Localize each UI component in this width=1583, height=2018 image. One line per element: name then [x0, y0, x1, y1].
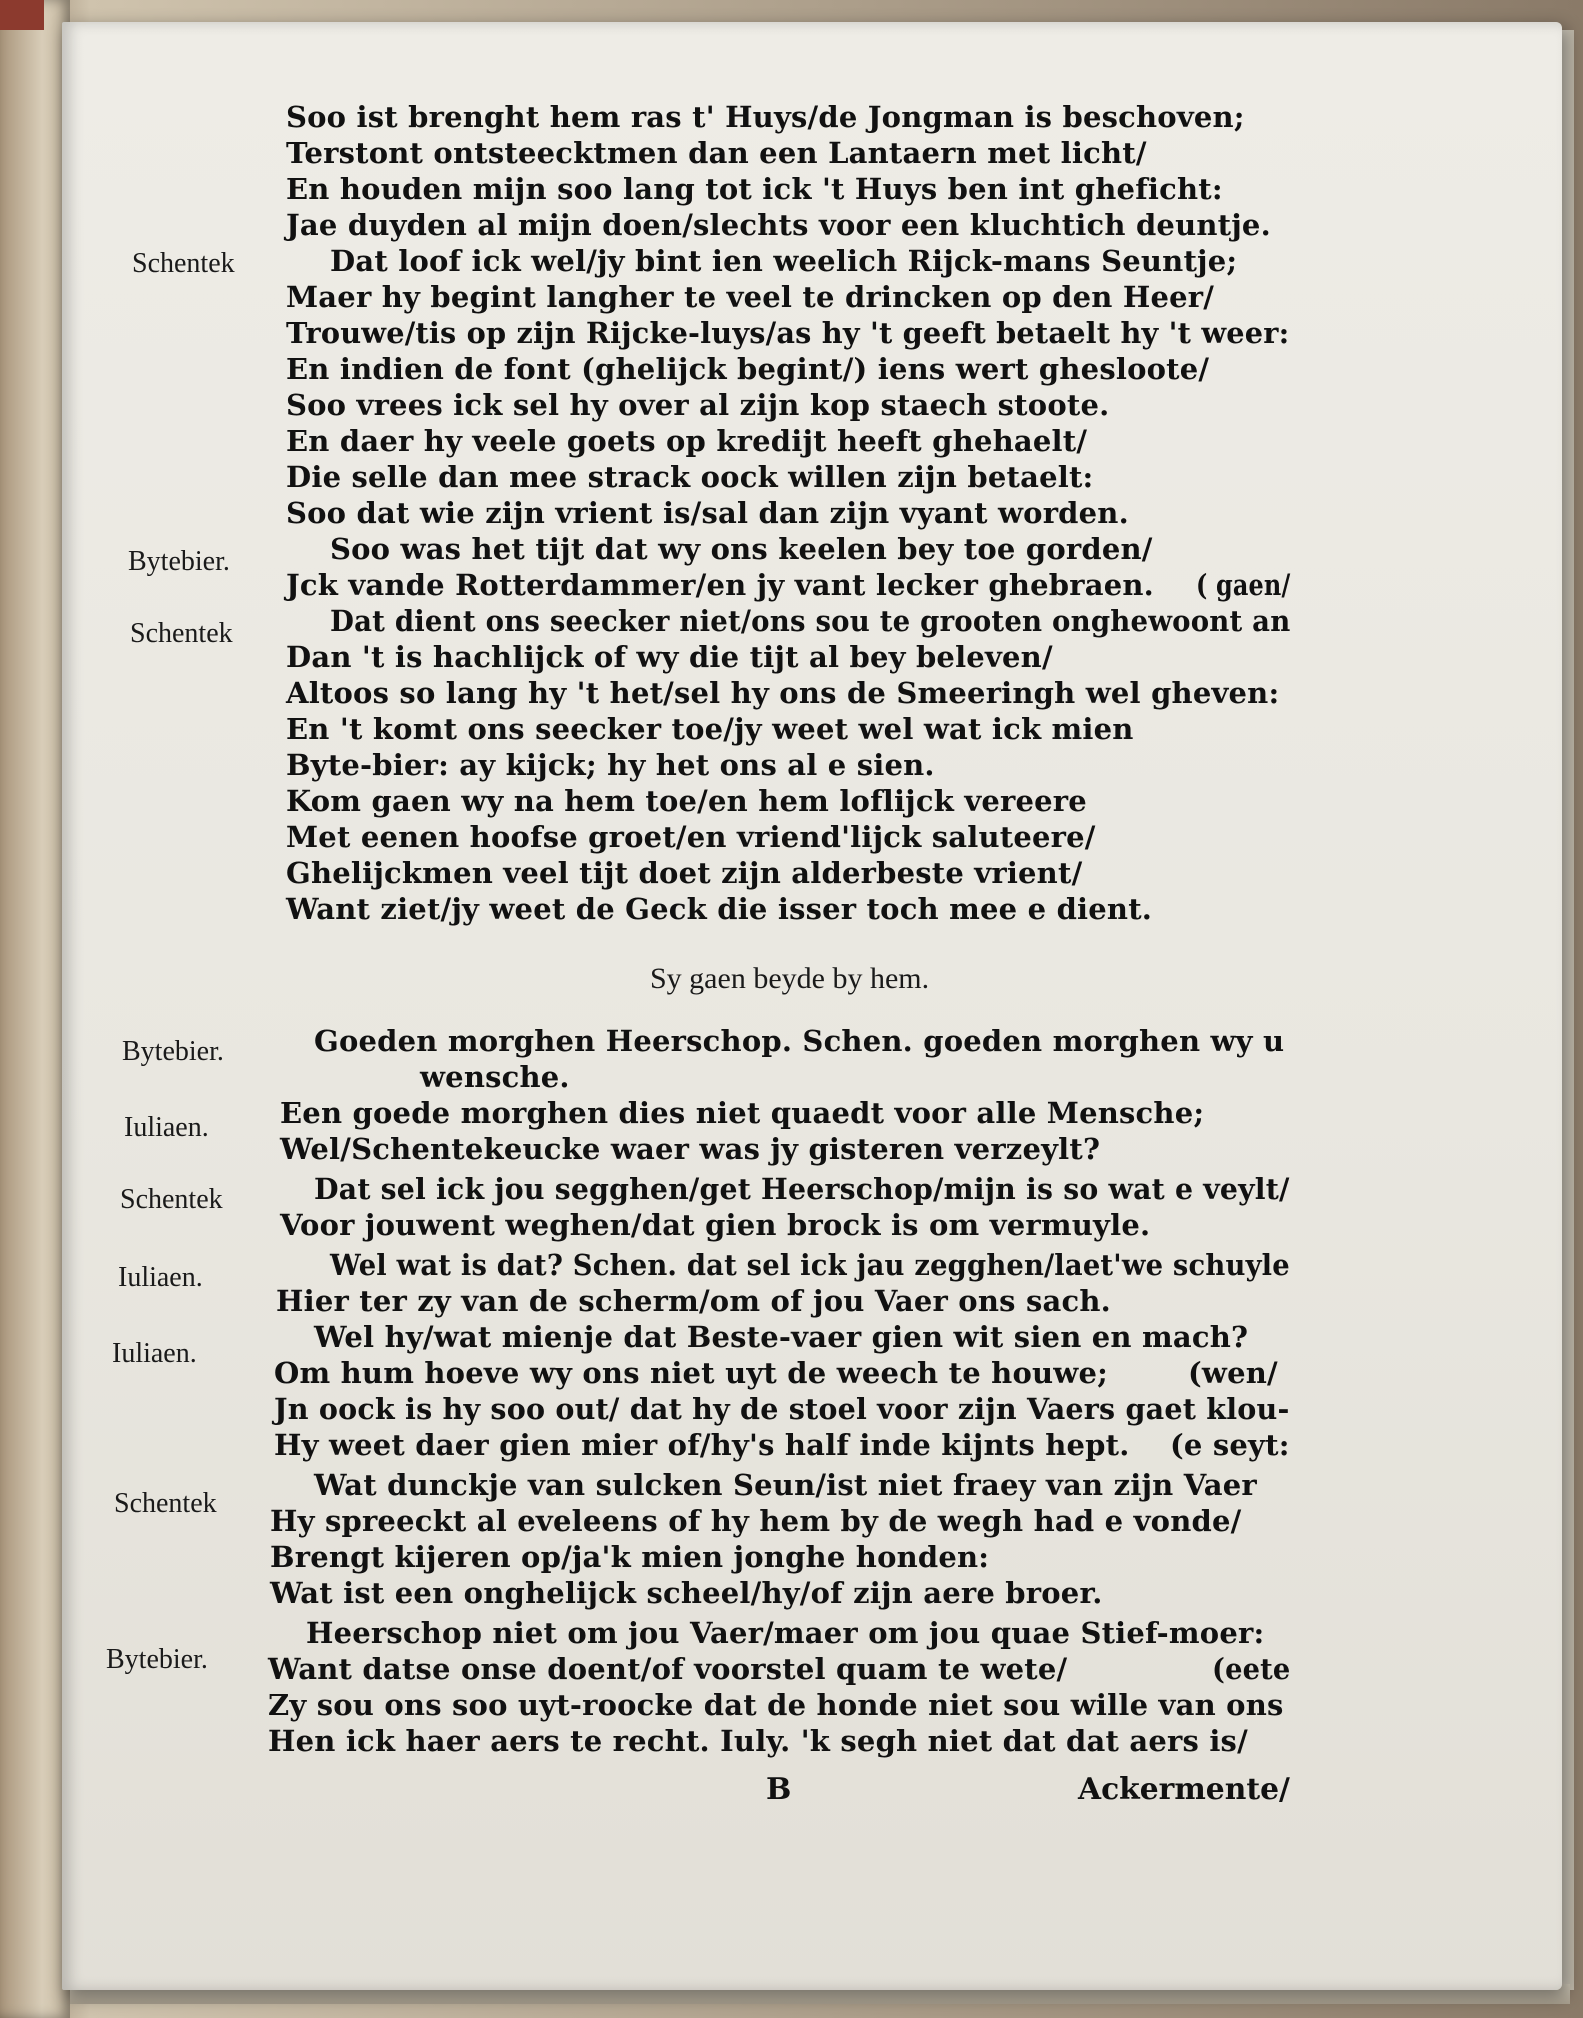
speaker-label: Bytebier.	[122, 1036, 224, 1067]
verse-line: Met eenen hoofse groet/en vriend'lijck saluteere/	[286, 820, 1096, 854]
speaker-label: Schentek	[130, 618, 233, 649]
verse-line: Wat ist een onghelijck scheel/hy/of zijn aere broer.	[270, 1576, 1103, 1610]
verse-line: Jck vande Rotterdammer/en jy vant lecker ghebraen.	[286, 568, 1154, 602]
turnover-tag: ( gaen/	[1196, 568, 1291, 602]
turnover-tag: (e seyt:	[1170, 1428, 1290, 1462]
speaker-label: Schentek	[120, 1184, 223, 1215]
speaker-label: Schentek	[114, 1488, 217, 1519]
speaker-label: Iuliaen.	[112, 1338, 197, 1369]
verse-line: Die selle dan mee strack oock willen zijn betaelt:	[286, 460, 1094, 494]
verse-line: wensche.	[420, 1060, 570, 1094]
speaker-label: Bytebier.	[106, 1644, 208, 1675]
verse-line: Byte-bier: ay kijck; hy het ons al e sien.	[286, 748, 935, 782]
verse-line: Om hum hoeve wy ons niet uyt de weech te houwe;	[274, 1356, 1109, 1390]
verse-line: Wat dunckje van sulcken Seun/ist niet fraey van zijn Vaer	[314, 1468, 1257, 1502]
verse-line: Hy weet daer gien mier of/hy's half inde kijnts hept.	[274, 1428, 1130, 1462]
verse-line: Jae duyden al mijn doen/slechts voor een kluchtich deuntje.	[286, 208, 1271, 242]
verse-line: Wel hy/wat mienje dat Beste-vaer gien wit sien en mach?	[314, 1320, 1249, 1354]
verse-line: En indien de font (ghelijck begint/) iens wert ghesloote/	[286, 352, 1210, 386]
verse-line: Maer hy begint langher te veel te drincken op den Heer/	[286, 280, 1215, 314]
verse-line: Zy sou ons soo uyt-roocke dat de honde niet sou wille van ons	[268, 1688, 1284, 1722]
speaker-label: Iuliaen.	[118, 1262, 203, 1293]
signature-mark: B	[766, 1772, 792, 1807]
verse-line: Hy spreeckt al eveleens of hy hem by de wegh had e vonde/	[270, 1504, 1242, 1538]
verse-line: Terstont ontsteecktmen dan een Lantaern met licht/	[286, 136, 1147, 170]
verse-line: Soo vrees ick sel hy over al zijn kop staech stoote.	[286, 388, 1110, 422]
speaker-label: Schentek	[132, 248, 235, 279]
verse-line: Wel/Schentekeucke waer was jy gisteren verzeylt?	[280, 1132, 1101, 1166]
verse-line: Dat sel ick jou segghen/get Heerschop/mijn is so wat e veylt/	[314, 1172, 1290, 1206]
verse-line: En houden mijn soo lang tot ick 't Huys ben int gheficht:	[286, 172, 1223, 206]
verse-line: Want ziet/jy weet de Geck die isser toch mee e dient.	[286, 892, 1153, 926]
verse-line: Trouwe/tis op zijn Rijcke-luys/as hy 't geeft betaelt hy 't weer:	[286, 316, 1290, 350]
verse-line: Dat dient ons seecker niet/ons sou te grooten onghewoont an	[330, 604, 1291, 638]
verse-line: Kom gaen wy na hem toe/en hem loflijck vereere	[286, 784, 1087, 818]
verse-line: Soo was het tijt dat wy ons keelen bey toe gorden/	[330, 532, 1153, 566]
verse-line: Want datse onse doent/of voorstel quam te wete/	[268, 1652, 1068, 1686]
stage-direction: Sy gaen beyde by hem.	[650, 962, 930, 995]
verse-line: Brengt kijeren op/ja'k mien jonghe honden:	[270, 1540, 990, 1574]
verse-line: Een goede morghen dies niet quaedt voor alle Mensche;	[280, 1096, 1205, 1130]
verse-line: Voor jouwent weghen/dat gien brock is om vermuyle.	[280, 1208, 1151, 1242]
verse-line: Hier ter zy van de scherm/om of jou Vaer ons sach.	[276, 1284, 1111, 1318]
verse-line: En daer hy veele goets op kredijt heeft ghehaelt/	[286, 424, 1088, 458]
binding-edge	[0, 0, 44, 30]
verse-line: Ghelijckmen veel tijt doet zijn alderbeste vrient/	[286, 856, 1083, 890]
verse-line: Jn oock is hy soo out/ dat hy de stoel voor zijn Vaers gaet klou-	[274, 1392, 1290, 1426]
turnover-tag: (eete	[1212, 1652, 1291, 1686]
verse-line: Soo ist brenght hem ras t' Huys/de Jongman is beschoven;	[286, 100, 1245, 134]
verse-line: Dan 't is hachlijck of wy die tijt al bey beleven/	[286, 640, 1053, 674]
turnover-tag: (wen/	[1188, 1356, 1278, 1390]
facing-page-edge	[0, 0, 70, 2018]
verse-line: Goeden morghen Heerschop. Schen. goeden morghen wy u	[314, 1024, 1285, 1058]
catchword: Ackermente/	[1078, 1772, 1290, 1807]
verse-line: Heerschop niet om jou Vaer/maer om jou quae Stief-moer:	[306, 1616, 1265, 1650]
verse-line: En 't komt ons seecker toe/jy weet wel wat ick mien	[286, 712, 1134, 746]
verse-line: Altoos so lang hy 't het/sel hy ons de Smeeringh wel gheven:	[286, 676, 1280, 710]
speaker-label: Bytebier.	[128, 546, 230, 577]
verse-line: Soo dat wie zijn vrient is/sal dan zijn vyant worden.	[286, 496, 1129, 530]
verse-line: Wel wat is dat? Schen. dat sel ick jau zegghen/laet'we schuyle	[330, 1248, 1290, 1282]
verse-line: Dat loof ick wel/jy bint ien weelich Rijck-mans Seuntje;	[330, 244, 1238, 278]
speaker-label: Iuliaen.	[124, 1112, 209, 1143]
verse-line: Hen ick haer aers te recht. Iuly. 'k segh niet dat dat aers is/	[268, 1724, 1248, 1758]
